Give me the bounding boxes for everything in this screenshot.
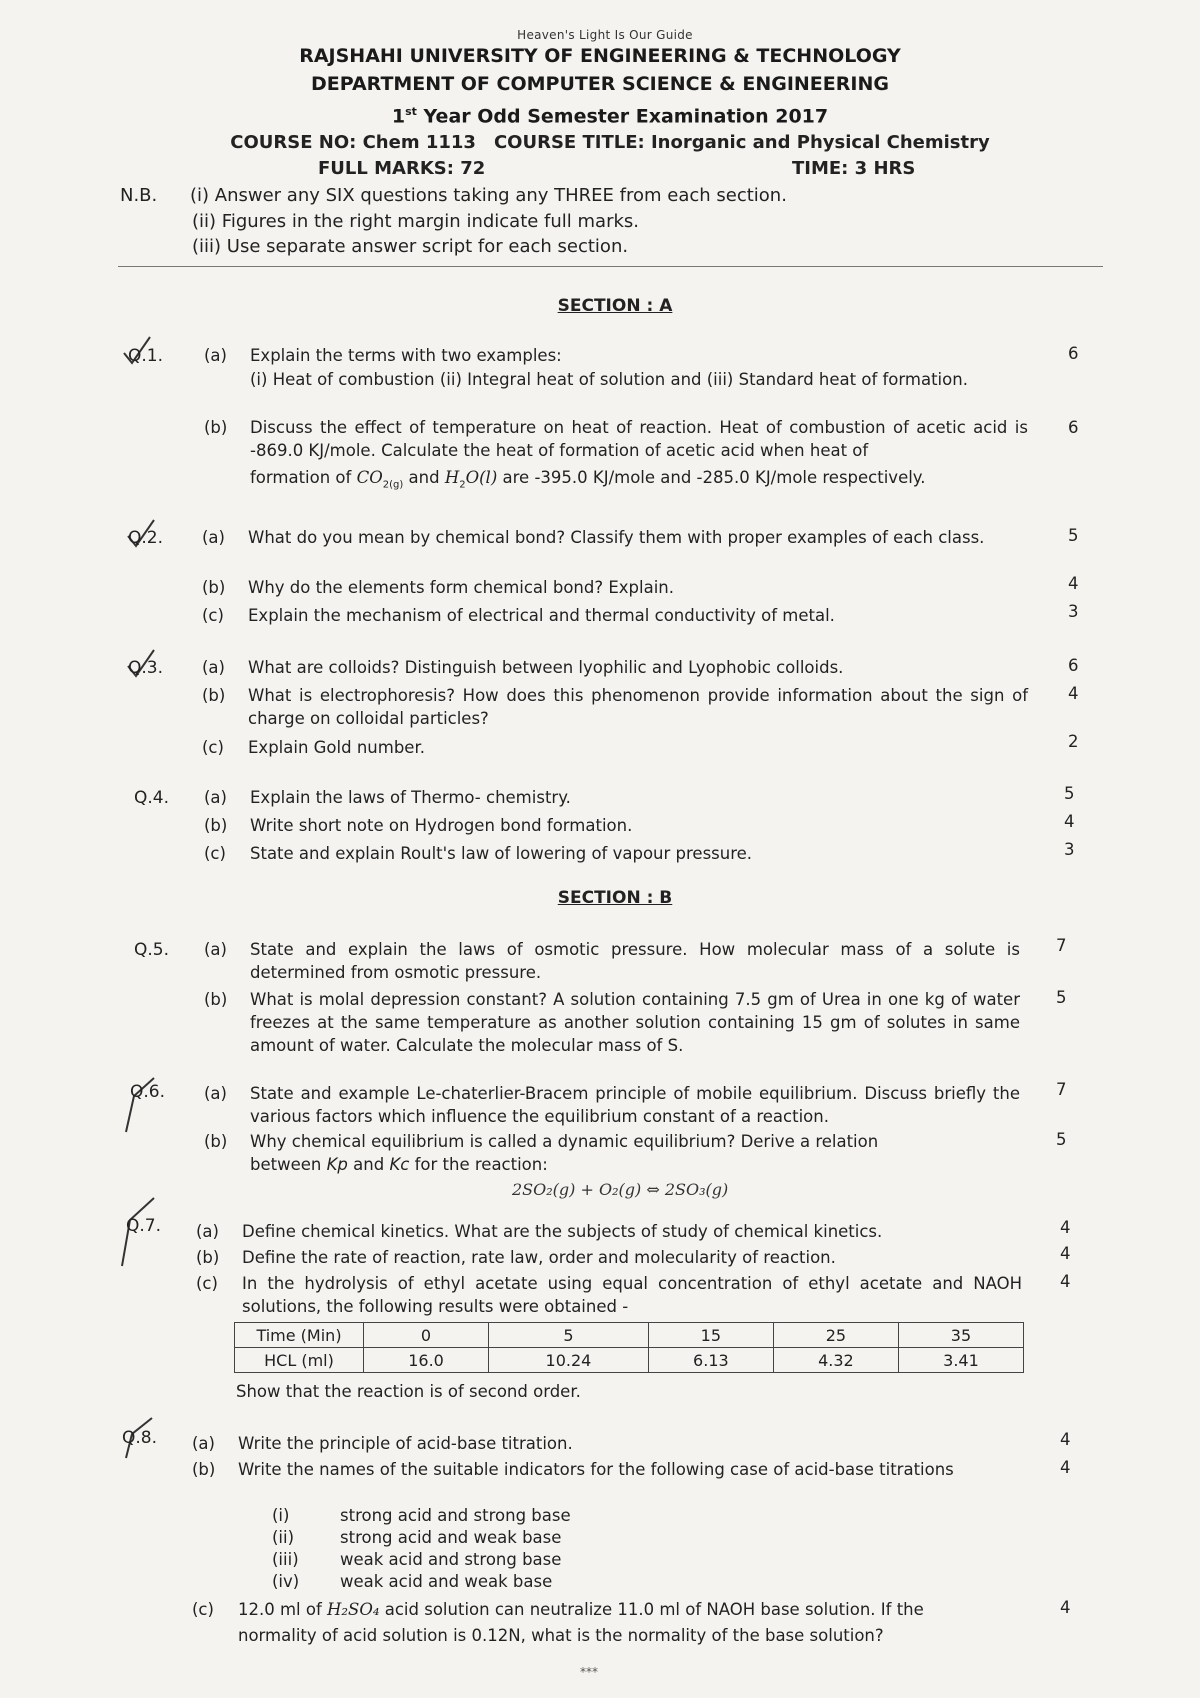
marks-value: 4 (1060, 1458, 1071, 1477)
header-divider (118, 266, 1103, 267)
question-text: Write the names of the suitable indicators for the following case of acid-base titrations (238, 1460, 954, 1479)
question-number: Q.2. (128, 528, 164, 548)
instruction-item: (iii) Use separate answer script for each section. (192, 236, 629, 257)
university-name: RAJSHAHI UNIVERSITY OF ENGINEERING & TECHNOLOGY (299, 45, 901, 67)
part-label: (c) (204, 844, 226, 863)
table-cell: 0 (364, 1323, 489, 1348)
formula-subscript: 2 (459, 479, 466, 491)
part-label: (b) (204, 990, 228, 1009)
table-cell: 15 (648, 1323, 773, 1348)
question-text: Why chemical equilibrium is called a dynamic equilibrium? Derive a relation (250, 1132, 879, 1151)
exam-time: TIME: 3 HRS (792, 158, 916, 180)
year-suffix: st (405, 105, 417, 118)
part-label: (b) (196, 1248, 220, 1267)
formula-h2so4: H₂SO₄ (327, 1600, 380, 1619)
marks-value: 5 (1056, 988, 1067, 1007)
question-text: What are colloids? Distinguish between lyophilic and Lyophobic colloids. (248, 658, 844, 677)
university-motto: Heaven's Light Is Our Guide (517, 28, 693, 42)
question-text: Write short note on Hydrogen bond formation. (250, 816, 633, 835)
part-label: (a) (202, 528, 225, 547)
formula-h2o: H (444, 468, 460, 487)
part-label: (c) (202, 606, 224, 625)
instruction-item: (i) Answer any SIX questions taking any THREE from each section. (190, 185, 787, 206)
question-text: State and explain Roult's law of lowering of vapour pressure. (250, 844, 753, 863)
formula-co2: CO (356, 468, 383, 487)
question-number: Q.8. (122, 1428, 158, 1448)
section-b-label: SECTION : B (557, 888, 673, 908)
text-fragment: 12.0 ml of (238, 1600, 322, 1619)
table-cell: 25 (773, 1323, 898, 1348)
text-fragment: and (408, 468, 440, 487)
list-item: weak acid and strong base (340, 1550, 562, 1569)
text-fragment: for the reaction: (414, 1155, 548, 1174)
question-text: Explain the laws of Thermo- chemistry. (250, 788, 571, 807)
part-label: (a) (192, 1434, 215, 1453)
question-text: What do you mean by chemical bond? Classify them with proper examples of each class. (248, 528, 985, 547)
nb-label: N.B. (120, 185, 158, 206)
question-number: Q.4. (134, 788, 170, 808)
part-label: (b) (204, 816, 228, 835)
exam-title (20, 98, 1200, 130)
list-item-number: (i) (272, 1506, 290, 1525)
table-row (235, 1348, 1024, 1373)
course-title: COURSE TITLE: Inorganic and Physical Chemistry (493, 132, 990, 154)
course-info (20, 130, 1200, 156)
marks-value: 6 (1068, 418, 1079, 437)
chemical-equation: 2SO₂(g) + O₂(g) ⇔ 2SO₃(g) (512, 1180, 729, 1199)
part-label: (b) (192, 1460, 216, 1479)
marks-value: 4 (1060, 1244, 1071, 1263)
list-item: strong acid and weak base (340, 1528, 562, 1547)
question-text: Explain the terms with two examples: (250, 346, 562, 365)
part-label: (c) (196, 1274, 218, 1293)
part-label: (a) (204, 1084, 227, 1103)
part-label: (a) (204, 346, 227, 365)
text-fragment: are -395.0 KJ/mole and -285.0 KJ/mole respectively. (502, 468, 926, 487)
question-text: In the hydrolysis of ethyl acetate using equal concentration of ethyl acetate and NAOH solutions, the following results were obtained - (242, 1274, 1022, 1316)
part-label: (b) (204, 1132, 228, 1151)
text-fragment: formation of (250, 468, 352, 487)
exam-header (0, 28, 1200, 184)
section-b-title (0, 888, 1200, 908)
question-text: Write the principle of acid-base titration. (238, 1434, 573, 1453)
section-a-title (0, 296, 1200, 316)
end-marker: *** (580, 1665, 598, 1679)
marks-value: 4 (1064, 812, 1075, 831)
marks-value: 4 (1060, 1272, 1071, 1291)
table-cell: 6.13 (648, 1348, 773, 1373)
table-cell: 4.32 (773, 1348, 898, 1373)
question-text: Explain Gold number. (248, 738, 425, 757)
question-text: State and example Le-chaterlier-Bracem principle of mobile equilibrium. Discuss briefly the various factors which influence the equilibrium constant of a reaction. (250, 1084, 1020, 1126)
question-text: Explain the mechanism of electrical and thermal conductivity of metal. (248, 606, 835, 625)
course-number: COURSE NO: Chem 1113 (230, 132, 476, 154)
part-label: (a) (204, 788, 227, 807)
question-text: Show that the reaction is of second order. (236, 1382, 581, 1401)
marks-value: 6 (1068, 344, 1079, 363)
marks-value: 2 (1068, 732, 1079, 751)
full-marks: FULL MARKS: 72 (318, 158, 486, 180)
part-label: (a) (196, 1222, 219, 1241)
question-text: Discuss the effect of temperature on heat of reaction. Heat of combustion of acetic acid is -869.0 KJ/mole. Calculate the heat of formation of acetic acid when heat of (250, 418, 1028, 460)
marks-value: 3 (1068, 602, 1079, 621)
question-text: What is electrophoresis? How does this phenomenon provide information about the sign of charge on colloidal particles? (248, 686, 1028, 728)
year-number: 1 (391, 105, 406, 128)
marks-value: 7 (1056, 1080, 1067, 1099)
question-number: Q.3. (128, 658, 164, 678)
question-text-formula (250, 466, 1050, 496)
part-label: (c) (192, 1600, 214, 1619)
kinetics-data-table (234, 1322, 1024, 1373)
part-label: (b) (202, 578, 226, 597)
marks-value: 5 (1056, 1130, 1067, 1149)
question-text: State and explain the laws of osmotic pressure. How molecular mass of a solute is determined from osmotic pressure. (250, 940, 1020, 982)
symbol-kc: Kc (389, 1155, 410, 1174)
list-item-number: (ii) (272, 1528, 295, 1547)
table-row-header: HCL (ml) (235, 1348, 364, 1373)
part-label: (b) (204, 418, 228, 437)
marks-value: 4 (1068, 684, 1079, 703)
question-text: Why do the elements form chemical bond? Explain. (248, 578, 675, 597)
formula-subscript: 2(g) (382, 479, 404, 491)
table-cell: 16.0 (364, 1348, 489, 1373)
table-row-header: Time (Min) (235, 1323, 364, 1348)
question-text-formula (238, 1598, 1038, 1621)
marks-value: 6 (1068, 656, 1079, 675)
marks-value: 4 (1060, 1430, 1071, 1449)
question-number: Q.1. (128, 346, 164, 366)
marks-value: 5 (1064, 784, 1075, 803)
marks-value: 4 (1068, 574, 1079, 593)
part-label: (a) (202, 658, 225, 677)
list-item: strong acid and strong base (340, 1506, 571, 1525)
list-item-number: (iv) (272, 1572, 300, 1591)
section-a-label: SECTION : A (557, 296, 673, 316)
marks-value: 3 (1064, 840, 1075, 859)
marks-time-line (0, 156, 1200, 184)
marks-value: 4 (1060, 1218, 1071, 1237)
text-fragment: between (250, 1155, 322, 1174)
table-cell: 35 (898, 1323, 1023, 1348)
question-text: Define the rate of reaction, rate law, order and molecularity of reaction. (242, 1248, 836, 1267)
question-number: Q.5. (134, 940, 170, 960)
exam-name: Year Odd Semester Examination 2017 (423, 105, 829, 128)
instruction-item: (ii) Figures in the right margin indicate full marks. (192, 211, 640, 232)
marks-value: 4 (1060, 1598, 1071, 1617)
department-name: DEPARTMENT OF COMPUTER SCIENCE & ENGINEERING (311, 73, 889, 95)
text-fragment: and (353, 1155, 385, 1174)
table-row (235, 1323, 1024, 1348)
table-cell: 3.41 (898, 1348, 1023, 1373)
table-cell: 10.24 (489, 1348, 649, 1373)
formula-h2o-rest: O(l) (465, 468, 498, 487)
part-label: (c) (202, 738, 224, 757)
marks-value: 5 (1068, 526, 1079, 545)
question-number: Q.6. (130, 1082, 166, 1102)
symbol-kp: Kp (326, 1155, 348, 1174)
question-number: Q.7. (126, 1216, 162, 1236)
list-item: weak acid and weak base (340, 1572, 553, 1591)
question-text: Define chemical kinetics. What are the subjects of study of chemical kinetics. (242, 1222, 883, 1241)
question-text: What is molal depression constant? A solution containing 7.5 gm of Urea in one kg of water freezes at the same temperature as another solution containing 15 gm of solutes in same amount of water. Calculate the molecular mass of S. (250, 990, 1020, 1055)
text-fragment: acid solution can neutralize 11.0 ml of NAOH base solution. If the (384, 1600, 924, 1619)
question-text-kp-kc (250, 1153, 1020, 1176)
list-item-number: (iii) (272, 1550, 299, 1569)
table-cell: 5 (489, 1323, 649, 1348)
question-subtext: (i) Heat of combustion (ii) Integral heat of solution and (iii) Standard heat of formation. (250, 370, 968, 389)
question-text: normality of acid solution is 0.12N, what is the normality of the base solution? (238, 1626, 884, 1645)
marks-value: 7 (1056, 936, 1067, 955)
part-label: (a) (204, 940, 227, 959)
part-label: (b) (202, 686, 226, 705)
